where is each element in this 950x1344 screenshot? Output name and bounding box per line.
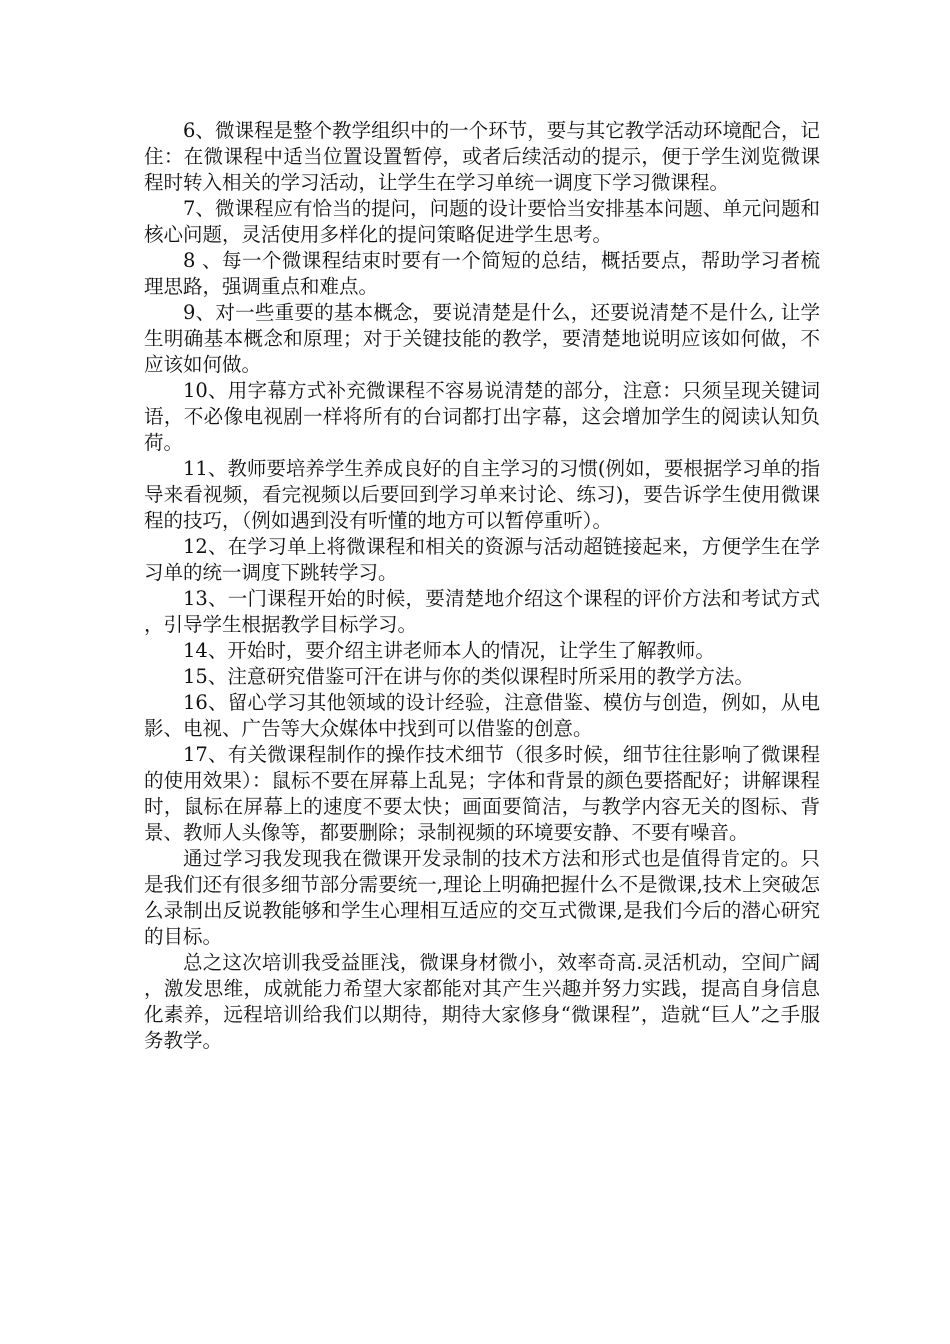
- paragraph-item-9: 9、对一些重要的基本概念，要说清楚是什么，还要说清楚不是什么, 让学生明确基本概念和原理；对于关键技能的教学，要清楚地说明应该如何做，不应该如何做。: [144, 301, 820, 376]
- paragraph-item-17: 17、有关微课程制作的操作技术细节（很多时候，细节往往影响了微课程的使用效果）：鼠标不要在屏幕上乱晃；字体和背景的颜色要搭配好；讲解课程时，鼠标在屏幕上的速度不要太快；画面要简洁，与教学内容无关的图标、背景、教师人头像等，都要删除；录制视频的环境要安静、不要有噪音。: [144, 743, 820, 844]
- document-body: [144, 118, 820, 1054]
- paragraph-reflection: 通过学习我发现我在微课开发录制的技术方法和形式也是值得肯定的。只是我们还有很多细节部分需要统一,理论上明确把握什么不是微课,技术上突破怎么录制出反说教能够和学生心理相互适应的交互式微课,是我们今后的潜心研究的目标。: [144, 847, 820, 948]
- paragraph-item-16: 16、留心学习其他领域的设计经验，注意借鉴、模仿与创造，例如，从电影、电视、广告等大众媒体中找到可以借鉴的创意。: [144, 691, 820, 740]
- paragraph-item-8: 8 、每一个微课程结束时要有一个简短的总结，概括要点，帮助学习者梳理思路，强调重点和难点。: [144, 249, 820, 298]
- paragraph-item-7: 7、微课程应有恰当的提问，问题的设计要恰当安排基本问题、单元问题和核心问题，灵活使用多样化的提问策略促进学生思考。: [144, 197, 820, 246]
- paragraph-item-12: 12、在学习单上将微课程和相关的资源与活动超链接起来，方便学生在学习单的统一调度下跳转学习。: [144, 535, 820, 584]
- paragraph-item-10: 10、用字幕方式补充微课程不容易说清楚的部分，注意：只须呈现关键词语，不必像电视剧一样将所有的台词都打出字幕，这会增加学生的阅读认知负荷。: [144, 379, 820, 454]
- paragraph-item-15: 15、注意研究借鉴可汗在讲与你的类似课程时所采用的教学方法。: [183, 665, 754, 688]
- paragraph-item-6: 6、微课程是整个教学组织中的一个环节，要与其它教学活动环境配合，记住：在微课程中适当位置设置暂停，或者后续活动的提示，便于学生浏览微课程时转入相关的学习活动，让学生在学习单统一调度下学习微课程。: [144, 119, 820, 194]
- paragraph-conclusion: 总之这次培训我受益匪浅，微课身材微小，效率奇高.灵活机动，空间广阔，激发思维，成就能力希望大家都能对其产生兴趣并努力实践，提高自身信息化素养，远程培训给我们以期待，期待大家修身“微课程”，造就“巨人”之手服务教学。: [144, 951, 820, 1052]
- paragraph-item-11: 11、教师要培养学生养成良好的自主学习的习惯(例如，要根据学习单的指导来看视频，看完视频以后要回到学习单来讨论、练习)，要告诉学生使用微课程的技巧，（例如遇到没有听懂的地方可以暂停重听）。: [144, 457, 820, 532]
- paragraph-item-13: 13、一门课程开始的时候，要清楚地介绍这个课程的评价方法和考试方式，引导学生根据教学目标学习。: [144, 587, 820, 636]
- paragraph-item-14: 14、开始时，要介绍主讲老师本人的情况，让学生了解教师。: [183, 639, 715, 662]
